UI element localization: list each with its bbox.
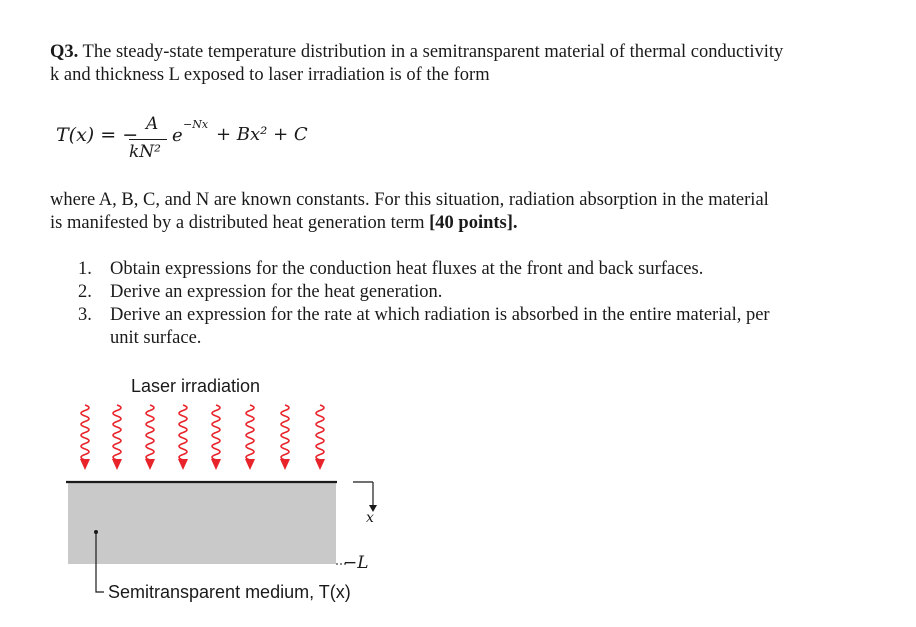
question-label: Q3. bbox=[50, 42, 79, 62]
equation-exp-power: −Nx bbox=[183, 118, 209, 131]
question-text: The steady-state temperature distribution in a semitransparent material of thermal conductivity bbox=[78, 42, 784, 62]
description-text: is manifested by a distributed heat generation term bbox=[50, 213, 430, 233]
laser-arrowhead-icon bbox=[178, 459, 188, 470]
laser-arrowhead-icon bbox=[245, 459, 255, 470]
equation-lhs: T(x) = − bbox=[56, 124, 139, 146]
laser-arrowhead-icon bbox=[145, 459, 155, 470]
laser-arrowhead-icon bbox=[211, 459, 221, 470]
points-label: [40 points]. bbox=[429, 213, 518, 233]
laser-arrowhead-icon bbox=[112, 459, 122, 470]
depth-label: −L bbox=[343, 553, 369, 573]
laser-arrowhead-icon bbox=[280, 459, 290, 470]
medium-label: Semitransparent medium, T(x) bbox=[108, 582, 351, 602]
equation-denominator: kN² bbox=[129, 142, 161, 162]
medium-slab bbox=[68, 482, 336, 564]
figure-title: Laser irradiation bbox=[131, 376, 261, 396]
laser-ray-7 bbox=[281, 405, 289, 460]
list-item: 1. Obtain expressions for the conduction heat fluxes at the front and back surfaces. bbox=[78, 259, 704, 279]
laser-arrowhead-icon bbox=[315, 459, 325, 470]
laser-ray-2 bbox=[113, 405, 121, 460]
x-axis-label: x bbox=[366, 510, 374, 526]
equation-rest: + Bx² + C bbox=[216, 124, 308, 145]
question-line-2: k and thickness L exposed to laser irradiation is of the form bbox=[50, 65, 490, 85]
equation-numerator: A bbox=[146, 114, 159, 134]
description-line-1: where A, B, C, and N are known constants. For this situation, radiation absorption in the material bbox=[50, 190, 769, 210]
laser-ray-5 bbox=[212, 405, 220, 460]
laser-ray-8 bbox=[316, 405, 324, 460]
laser-ray-1 bbox=[81, 405, 89, 460]
list-item: unit surface. bbox=[110, 328, 202, 348]
list-item: 3. Derive an expression for the rate at which radiation is absorbed in the entire material, per bbox=[78, 305, 770, 325]
laser-arrows bbox=[80, 405, 325, 470]
equation-exp-base: e bbox=[172, 125, 183, 146]
laser-ray-3 bbox=[146, 405, 154, 460]
laser-ray-6 bbox=[246, 405, 254, 460]
list-item: 2. Derive an expression for the heat generation. bbox=[78, 282, 443, 302]
laser-arrowhead-icon bbox=[80, 459, 90, 470]
laser-ray-4 bbox=[179, 405, 187, 460]
